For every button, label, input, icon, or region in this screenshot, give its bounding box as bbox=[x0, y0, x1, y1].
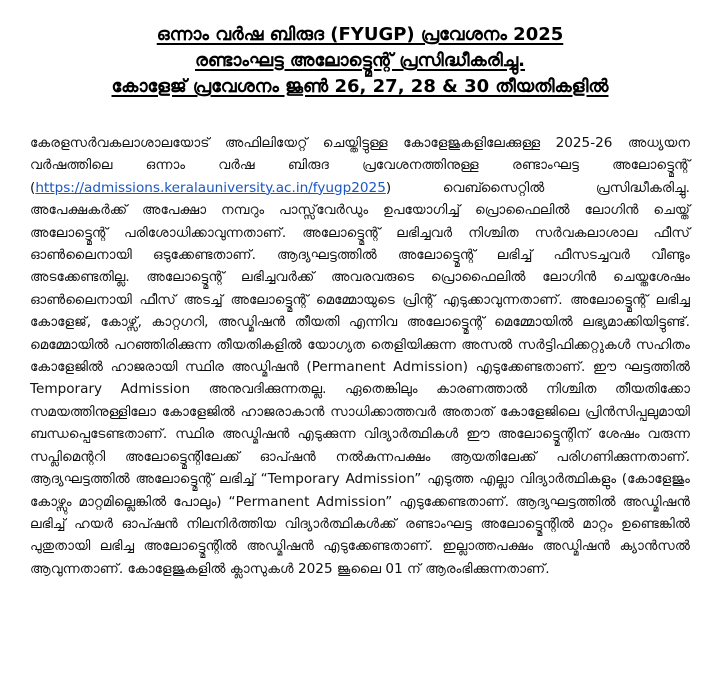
headline-line-2: രണ്ടാംഘട്ട അലോട്ട്മെന്റ് പ്രസിദ്ധീകരിച്ചു. bbox=[195, 50, 525, 71]
admissions-link[interactable]: https://admissions.keralauniversity.ac.in/fyugp2025 bbox=[35, 179, 386, 196]
headline-line-1: ഒന്നാം വർഷ ബിരുദ (FYUGP) പ്രവേശനം 2025 bbox=[156, 24, 564, 45]
body-paragraph bbox=[30, 132, 690, 580]
body-text-part-1: കേരളസർവകലാശാലയോട് അഫിലിയേറ്റ് ചെയ്തിട്ടുള്ള കോളേജുകളിലേക്കുള്ള 2025-26 അധ്യയന വർഷത്തിലെ ഒന്നാം വർഷ ബിരുദ പ്രവേശനത്തിനുള്ള രണ്ടാംഘട്ട അലോട്ട്മെന്റ് ( bbox=[30, 135, 690, 196]
headline bbox=[22, 22, 698, 100]
body-text-part-2: ) വെബ്സൈറ്റിൽ പ്രസിദ്ധീകരിച്ചു. അപേക്ഷകർക്ക് അപേക്ഷാ നമ്പറും പാസ്സ്‌വേർഡും ഉപയോഗിച്ച് പ്രൊഫൈലിൽ ലോഗിൻ ചെയ്ത് അലോട്ട്മെന്റ് പരിശോധിക്കാവുന്നതാണ്. അലോട്ട്മെന്റ് ലഭിച്ചവർ നിശ്ചിത സർവകലാശാല ഫീസ് ഓൺലൈനായി ഒടുക്കേണ്ടതാണ്. ആദ്യഘട്ടത്തിൽ അലോട്ട്മെന്റ് ലഭിച്ച് ഫീസടച്ചവർ വീണ്ടും അടക്കേണ്ടതില്ല. അലോട്ട്മെന്റ് ലഭിച്ചവർക്ക് അവരവരുടെ പ്രൊഫൈലിൽ ലോഗിൻ ചെയ്തശേഷം ഓൺലൈനായി ഫീസ് അടച്ച് അലോട്ട്മെന്റ് മെമ്മോയുടെ പ്രിന്റ് എടുക്കാവുന്നതാണ്. അലോട്ട്മെന്റ് ലഭിച്ച കോളേജ്, കോഴ്സ്, കാറ്റഗറി, അഡ്മിഷൻ തീയതി എന്നിവ അലോട്ട്മെന്റ് മെമ്മോയിൽ ലഭ്യമാക്കിയിട്ടുണ്ട്. മെമ്മോയിൽ പറഞ്ഞിരിക്കുന്ന തീയതികളിൽ യോഗ്യത തെളിയിക്കുന്ന അസൽ സർട്ടിഫിക്കറ്റുകൾ സഹിതം കോളേജിൽ ഹാജരായി സ്ഥിര അഡ്മിഷൻ (Permanent Admission) എടുക്കേണ്ടതാണ്. ഈ ഘട്ടത്തിൽ Temporary Admission അനുവദിക്കുന്നതല്ല. ഏതെങ്കിലും കാരണത്താൽ നിശ്ചിത തീയതിക്കോ സമയത്തിനുള്ളിലോ കോളേജിൽ ഹാജരാകാൻ സാധിക്കാത്തവർ അതാത് കോളേജിലെ പ്രിൻസിപ്പലുമായി ബന്ധപ്പെടേണ്ടതാണ്. സ്ഥിര അഡ്മിഷൻ എടുക്കുന്ന വിദ്യാർത്ഥികൾ ഈ അലോട്ട്മെന്റിന് ശേഷം വരുന്ന സപ്ലിമെന്ററി അലോട്ട്മെന്റിലേക്ക് ഓപ്ഷൻ നൽകുന്നപക്ഷം ആയതിലേക്ക് പരിഗണിക്കുന്നതാണ്. ആദ്യഘട്ടത്തിൽ അലോട്ട്മെന്റ് ലഭിച്ച് “Temporary Admission” എടുത്ത എല്ലാ വിദ്യാർത്ഥികളും (കോളേജും കോഴ്സും മാറ്റമില്ലെങ്കിൽ പോലും) “Permanent Admission” എടുക്കേണ്ടതാണ്. ആദ്യഘട്ടത്തിൽ അഡ്മിഷൻ ലഭിച്ച് ഹയർ ഓപ്ഷൻ നിലനിർത്തിയ വിദ്യാർത്ഥികൾക്ക് രണ്ടാംഘട്ട അലോട്ട്മെന്റിൽ മാറ്റം ഉണ്ടെങ്കിൽ പുതുതായി ലഭിച്ച അലോട്ട്മെന്റിൽ അഡ്മിഷൻ എടുക്കേണ്ടതാണ്. ഇല്ലാത്തപക്ഷം അഡ്മിഷൻ ക്യാൻസൽ ആവുന്നതാണ്. കോളേജുകളിൽ ക്ലാസുകൾ 2025 ജൂലൈ 01 ന് ആരംഭിക്കുന്നതാണ്. bbox=[30, 179, 690, 577]
headline-line-3: കോളേജ് പ്രവേശനം ജൂൺ 26, 27, 28 & 30 തീയതികളിൽ bbox=[111, 76, 609, 97]
